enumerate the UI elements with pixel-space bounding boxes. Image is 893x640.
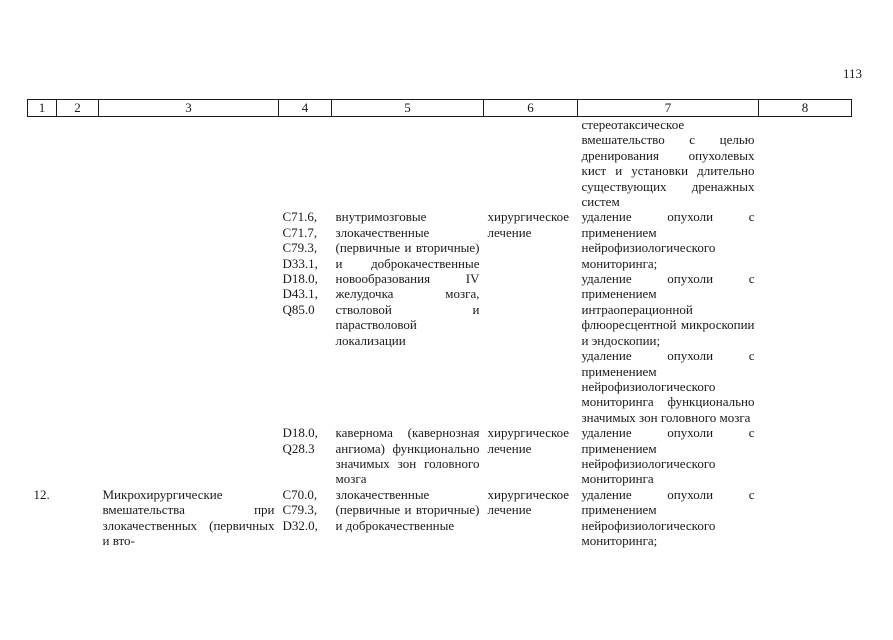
procedure-name-cell <box>99 209 279 425</box>
procedure-name-cell: Микрохирургические вмешательства при злокачественных (первичных и вто- <box>102 486 275 548</box>
cell-col8 <box>759 425 852 487</box>
diagnosis-cell: злокачественные (первичные и вторичные) и доброкачественные <box>335 486 480 533</box>
treatment-method-item: удаление опухоли с применением интраоперационной флюоресцентной микроскопии и эндоскопии; <box>581 271 755 348</box>
table-row <box>28 117 852 210</box>
medical-procedures-table <box>27 99 852 548</box>
treatment-method-cell: удаление опухоли с применением нейрофизиологического мониторинга; <box>581 486 755 548</box>
treatment-method-cell: стереотаксическое вмешательство с целью дренирования опухолевых кист и установки длительно существующих дренажных систем <box>581 117 755 210</box>
table-row <box>28 425 852 487</box>
column-header-1: 1 <box>28 100 57 117</box>
column-header-4: 4 <box>279 100 332 117</box>
row-number-cell <box>28 425 57 487</box>
column-header-6: 6 <box>484 100 578 117</box>
column-header-8: 8 <box>759 100 852 117</box>
page-number: 113 <box>843 66 863 81</box>
treatment-method-cell <box>578 209 759 425</box>
cell-col8 <box>759 117 852 210</box>
diagnosis-cell <box>332 117 484 210</box>
cell-col2 <box>57 425 99 487</box>
diagnosis-cell: кавернома (кавернозная ангиома) функционально значимых зон головного мозга <box>335 425 480 487</box>
cell-col2 <box>57 117 99 210</box>
icd-codes-cell: C71.6, C71.7, C79.3, D33.1, D18.0, D43.1, Q85.0 <box>282 209 318 317</box>
table-row <box>28 209 852 425</box>
diagnosis-cell: внутримозговые злокачественные (первичные и вторичные) и доброкачественные новообразования IV желудочка мозга, стволовой и парастволовой локализации <box>335 209 480 348</box>
column-header-5: 5 <box>332 100 484 117</box>
treatment-type-cell <box>484 117 578 210</box>
treatment-type-cell: хирургическое лечение <box>487 209 570 240</box>
icd-codes-cell <box>279 117 332 210</box>
treatment-method-item: удаление опухоли с применением нейрофизиологического мониторинга; <box>581 209 755 271</box>
column-header-2: 2 <box>57 100 99 117</box>
column-number-header-row <box>28 100 852 117</box>
icd-codes-cell: C70.0, C79.3, D32.0, <box>282 486 318 533</box>
row-number-cell <box>28 209 57 425</box>
cell-col2 <box>57 487 99 549</box>
treatment-type-cell: хирургическое лечение <box>487 425 570 456</box>
cell-col2 <box>57 209 99 425</box>
column-header-3: 3 <box>99 100 279 117</box>
treatment-method-item: удаление опухоли с применением нейрофизиологического мониторинга функционально значимых зон головного мозга <box>581 348 755 425</box>
procedure-name-cell <box>99 117 279 210</box>
procedure-name-cell <box>99 425 279 487</box>
column-header-7: 7 <box>578 100 759 117</box>
row-number-cell: 12. <box>33 486 50 502</box>
treatment-type-cell: хирургическое лечение <box>487 486 570 518</box>
row-number-cell <box>28 117 57 210</box>
cell-col8 <box>759 487 852 549</box>
treatment-method-cell: удаление опухоли с применением нейрофизиологического мониторинга <box>581 425 755 487</box>
icd-codes-cell: D18.0, Q28.3 <box>282 425 318 456</box>
cell-col8 <box>759 209 852 425</box>
table-row <box>28 487 852 549</box>
